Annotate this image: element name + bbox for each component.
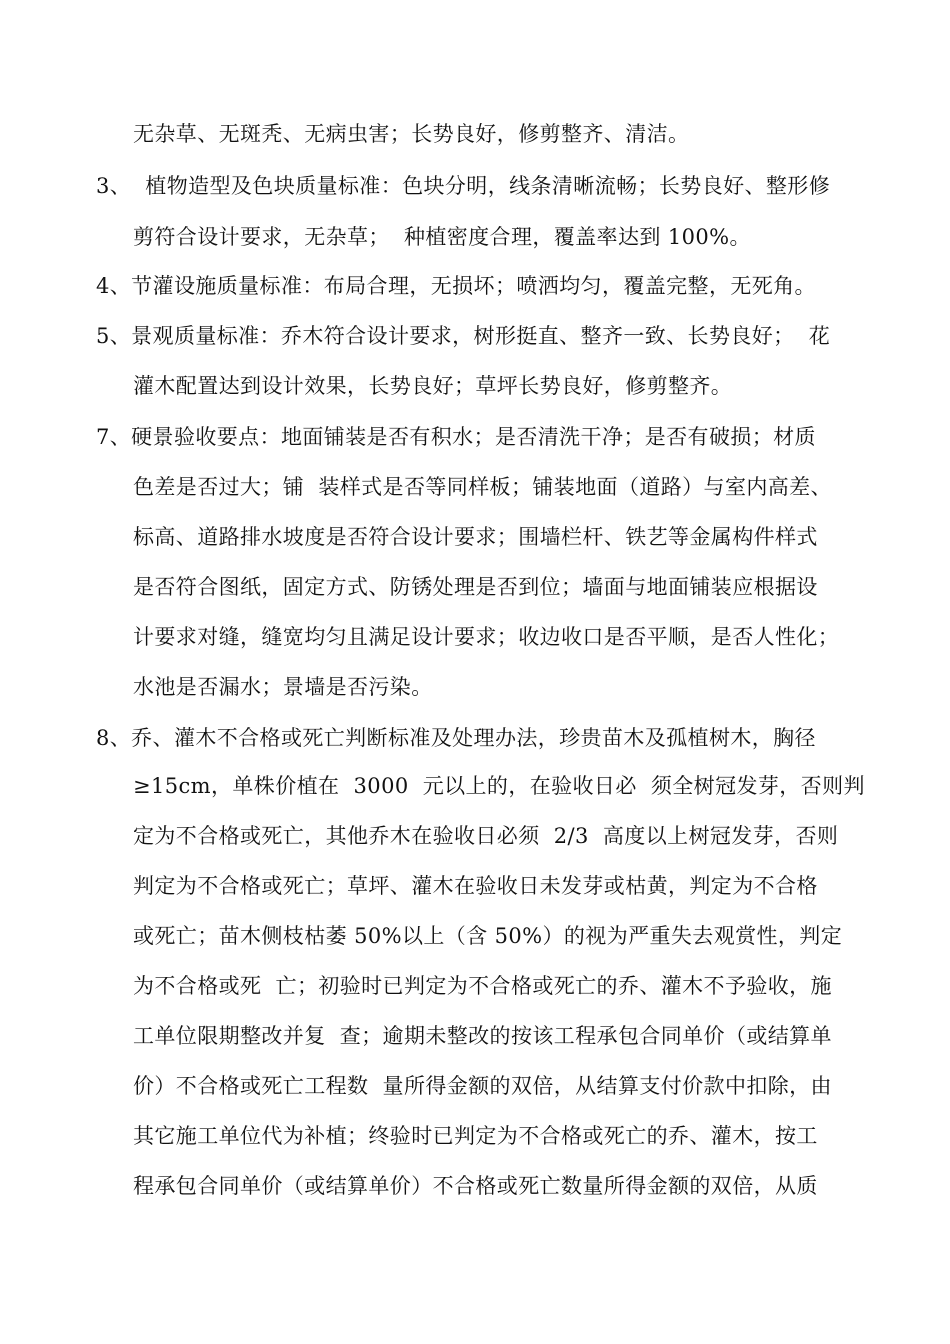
text-line: 是否符合图纸，固定方式、防锈处理是否到位；墙面与地面铺装应根据设	[133, 575, 818, 599]
text-line: 灌木配置达到设计效果，长势良好；草坪长势良好，修剪整齐。	[133, 374, 733, 398]
text-line: 为不合格或死 亡；初验时已判定为不合格或死亡的乔、灌木不予验收，施	[133, 974, 832, 998]
text-line: 其它施工单位代为补植；终验时已判定为不合格或死亡的乔、灌木，按工	[133, 1124, 818, 1148]
text-line: 色差是否过大；铺 装样式是否等同样板；铺装地面（道路）与室内高差、	[133, 475, 832, 499]
list-item-4-line: 4、节灌设施质量标准：布局合理，无损坏；喷洒均匀，覆盖完整，无死角。	[96, 274, 816, 298]
list-item-7-line: 7、硬景验收要点：地面铺装是否有积水；是否清洗干净；是否有破损；材质	[96, 425, 816, 449]
list-item-5-line: 5、景观质量标准：乔木符合设计要求，树形挺直、整齐一致、长势良好； 花	[96, 324, 831, 348]
text-line: 程承包合同单价（或结算单价）不合格或死亡数量所得金额的双倍，从质	[133, 1174, 818, 1198]
text-line: ≥15cm，单株价植在 3000 元以上的，在验收日必 须全树冠发芽，否则判	[133, 774, 865, 798]
text-line: 判定为不合格或死亡；草坪、灌木在验收日未发芽或枯黄，判定为不合格	[133, 874, 818, 898]
text-line: 剪符合设计要求，无杂草； 种植密度合理，覆盖率达到 100%。	[133, 225, 751, 249]
list-item-3-line: 3、 植物造型及色块质量标准：色块分明，线条清晰流畅；长势良好、整形修	[96, 174, 831, 198]
text-line: 或死亡；苗木侧枝枯萎 50%以上（含 50%）的视为严重失去观赏性，判定	[133, 924, 843, 948]
list-item-8-line: 8、乔、灌木不合格或死亡判断标准及处理办法，珍贵苗木及孤植树木，胸径	[96, 726, 816, 750]
text-line: 标高、道路排水坡度是否符合设计要求；围墙栏杆、铁艺等金属构件样式	[133, 525, 818, 549]
text-line: 定为不合格或死亡，其他乔木在验收日必须 2/3 高度以上树冠发芽，否则	[133, 824, 839, 848]
text-line: 无杂草、无斑秃、无病虫害；长势良好，修剪整齐、清洁。	[133, 122, 690, 146]
text-line: 价）不合格或死亡工程数 量所得金额的双倍，从结算支付价款中扣除，由	[133, 1074, 832, 1098]
text-line: 计要求对缝，缝宽均匀且满足设计要求；收边收口是否平顺，是否人性化；	[133, 625, 840, 649]
text-line: 水池是否漏水；景墙是否污染。	[133, 675, 433, 699]
text-line: 工单位限期整改并复 查；逾期未整改的按该工程承包合同单价（或结算单	[133, 1024, 832, 1048]
